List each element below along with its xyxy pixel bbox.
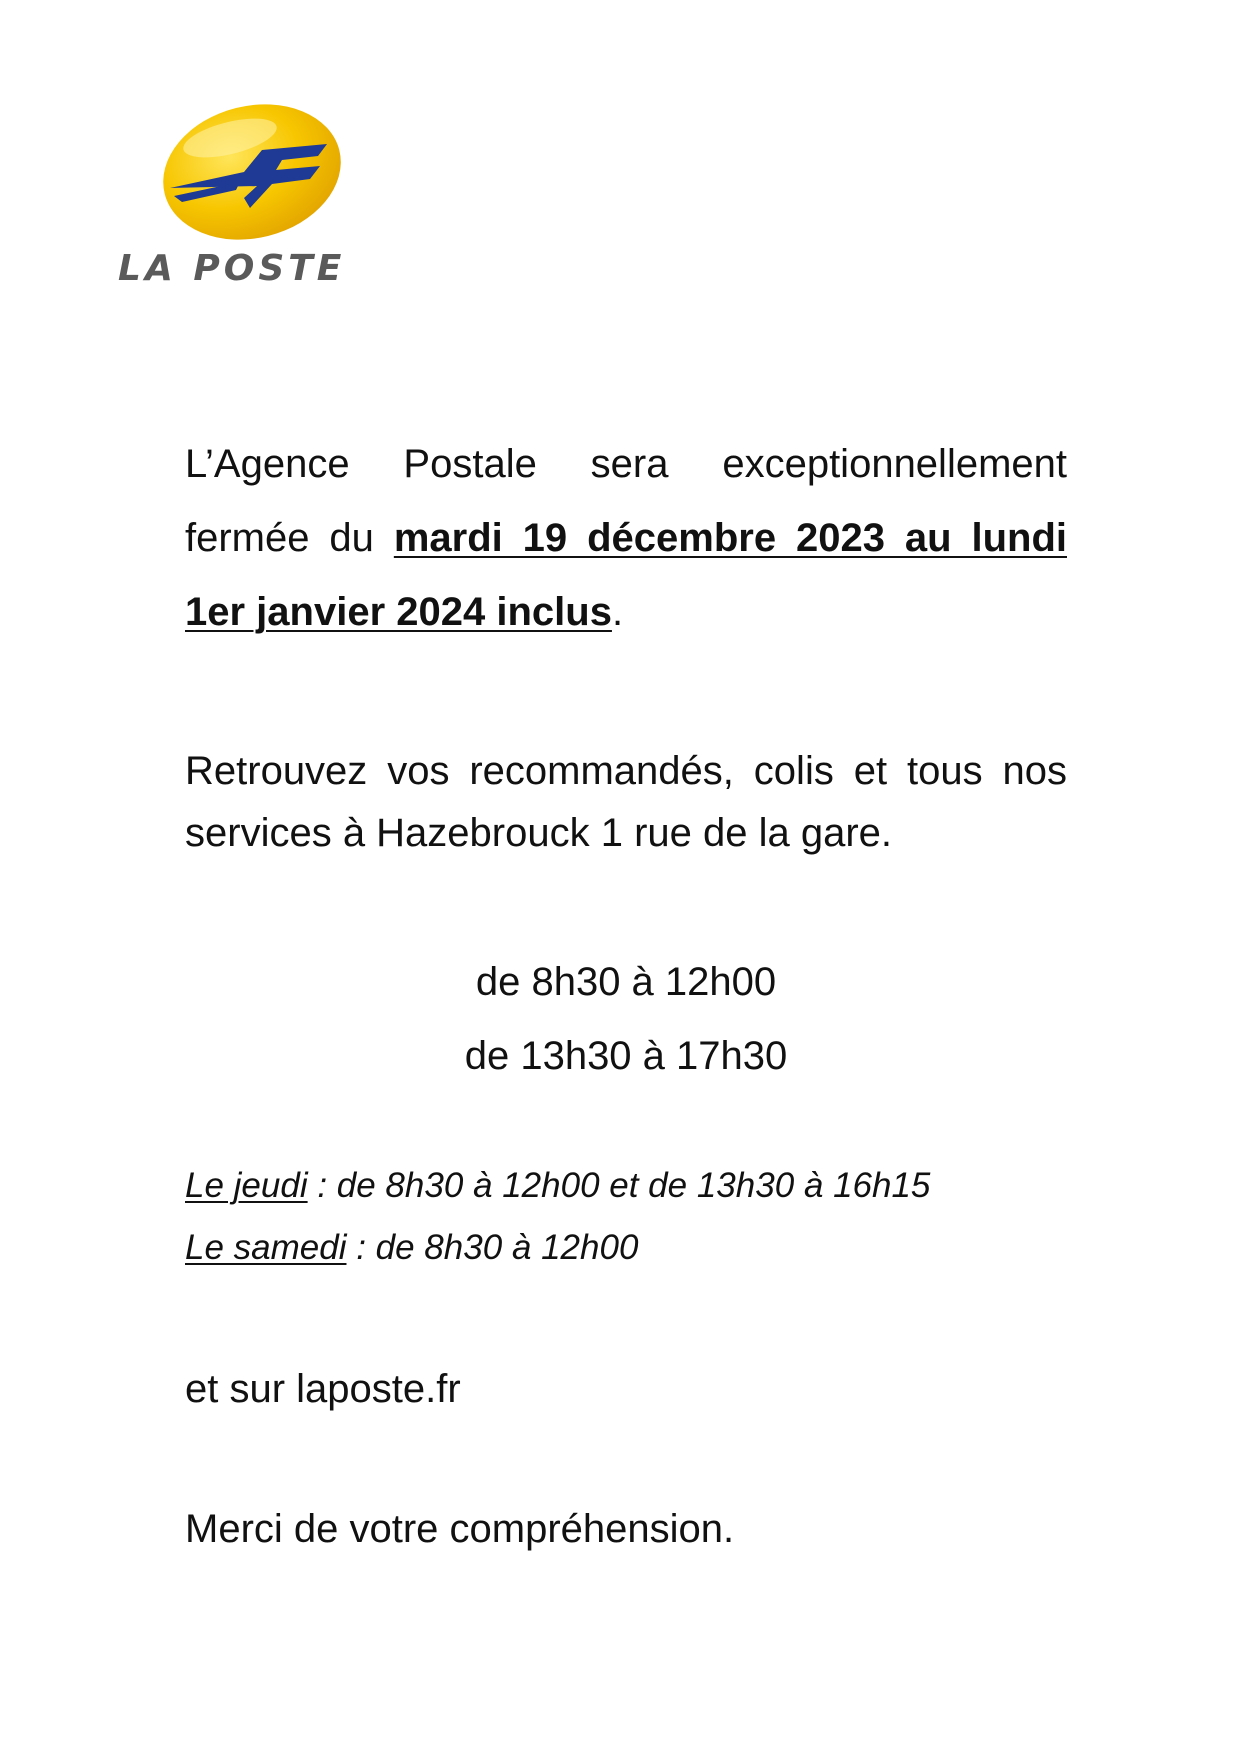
la-poste-logo: [112, 100, 372, 300]
services-paragraph: Retrouvez vos recommandés, colis et tous nos services à Hazebrouck 1 rue de la gare.: [185, 749, 1067, 855]
special-hours-thursday: [185, 1155, 930, 1217]
special-hours-thursday-text: : de 8h30 à 12h00 et de 13h30 à 16h15: [307, 1166, 931, 1205]
online-line: et sur laposte.fr: [185, 1367, 461, 1411]
hours-morning: de 8h30 à 12h00: [475, 960, 777, 1004]
special-day-thursday: Le jeudi: [185, 1166, 308, 1205]
hours-afternoon: de 13h30 à 17h30: [464, 1034, 788, 1078]
special-hours-saturday: [185, 1217, 638, 1279]
closure-text-intro: L’Agence Postale sera exceptionnellement fermée du: [185, 442, 1067, 560]
special-day-saturday: Le samedi: [185, 1228, 347, 1267]
closure-text-end: .: [611, 590, 624, 634]
thanks-line: Merci de votre compréhension.: [185, 1507, 735, 1551]
closure-dates: mardi 19 décembre 2023 au lundi 1er janvier 2024 inclus: [185, 516, 1067, 634]
logo-text: LA POSTE: [118, 248, 346, 289]
special-hours-saturday-text: : de 8h30 à 12h00: [346, 1228, 639, 1267]
closure-paragraph: [185, 427, 1067, 649]
